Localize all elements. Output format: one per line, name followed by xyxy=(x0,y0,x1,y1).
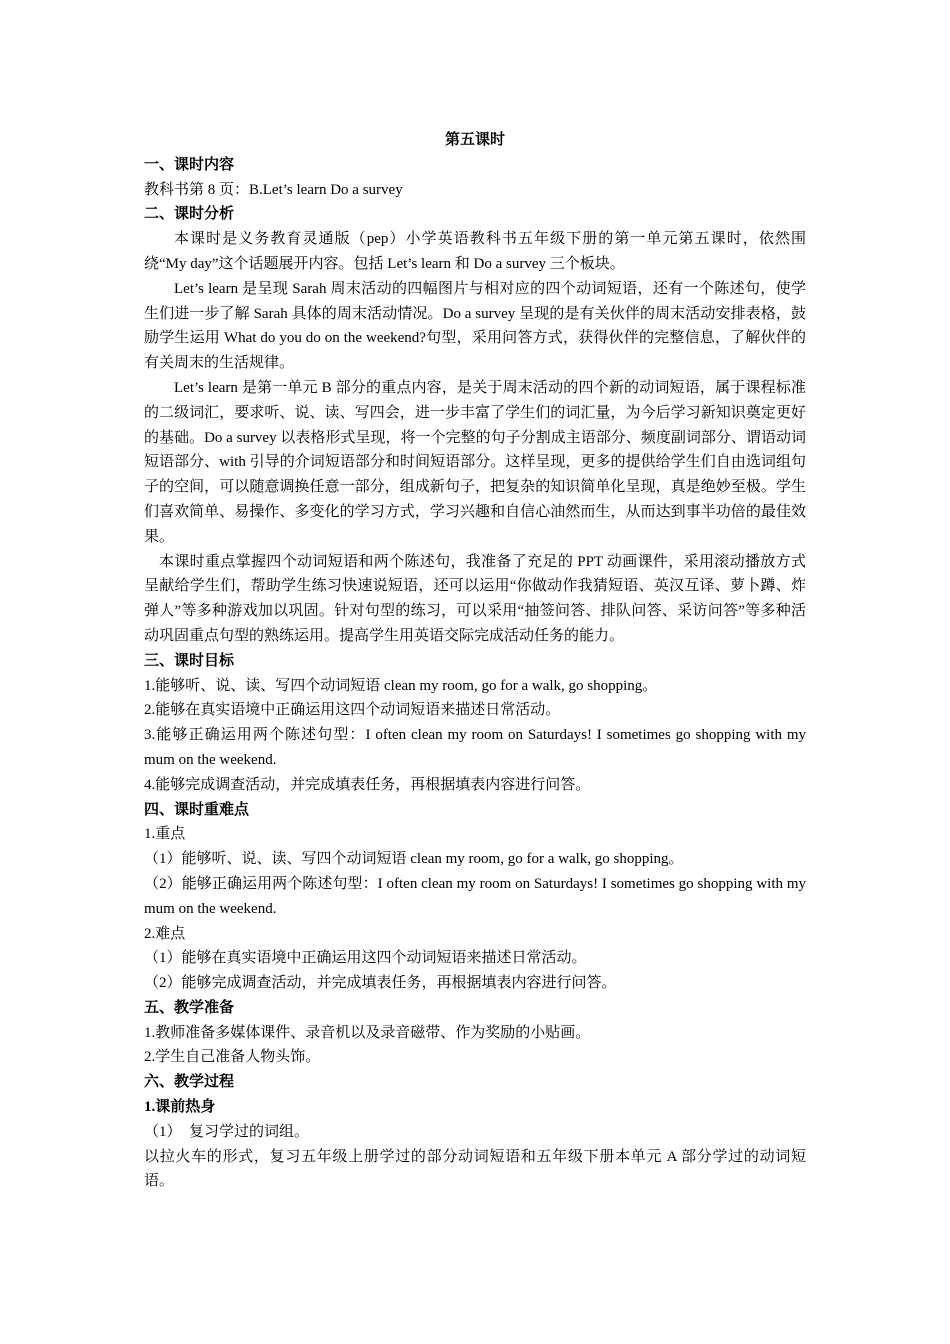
difficulty-item-2: （2）能够完成调查活动，并完成填表任务，再根据填表内容进行问答。 xyxy=(144,975,617,992)
analysis-paragraph-1: 本课时是义务教育灵通版（pep）小学英语教科书五年级下册的第一单元第五课时，依然围绕“My day”这个话题展开内容。包括 Let’s learn 和 Do a survey 三个板块。 xyxy=(144,231,806,272)
goal-item-4: 4.能够完成调查活动，并完成填表任务，再根据填表内容进行问答。 xyxy=(144,776,591,793)
key-point-label: 1.重点 xyxy=(144,826,186,843)
goal-item-1: 1.能够听、说、读、写四个动词短语 clean my room, go for a walk, go shopping。 xyxy=(144,677,658,694)
section-heading-process: 六、教学过程 xyxy=(144,1074,235,1091)
section-heading-preparation: 五、教学准备 xyxy=(144,999,235,1016)
section-heading-goals: 三、课时目标 xyxy=(144,652,235,669)
document-page xyxy=(144,124,806,1194)
analysis-paragraph-2: Let’s learn 是呈现 Sarah 周末活动的四幅图片与相对应的四个动词短语，还有一个陈述句，使学生们进一步了解 Sarah 具体的周末活动情况。Do a survey 呈现的是有关伙伴的周末活动安排表格，鼓励学生运用 What do you do on the weekend?句型，采用问答方式，获得伙伴的完整信息，了解伙伴的有关周末的生活规律。 xyxy=(144,280,806,372)
key-point-item-1: （1）能够听、说、读、写四个动词短语 clean my room, go for a walk, go shopping。 xyxy=(144,851,684,868)
process-subheading-warmup: 1.课前热身 xyxy=(144,1099,216,1116)
analysis-paragraph-4: 本课时重点掌握四个动词短语和两个陈述句，我准备了充足的 PPT 动画课件，采用滚动播放方式呈献给学生们，帮助学生练习快速说短语，还可以运用“你做动作我猜短语、英汉互译、萝卜蹲、炸弹人”等多种游戏加以巩固。针对句型的练习，可以采用“抽签问答、排队问答、采访问答”等多种活动巩固重点句型的熟练运用。提高学生用英语交际完成活动任务的能力。 xyxy=(144,553,806,644)
key-point-item-2: （2）能够正确运用两个陈述句型：I often clean my room on Saturdays! I sometimes go shopping with my mum on the weekend. xyxy=(144,875,806,917)
process-step-text: 以拉火车的形式，复习五年级上册学过的部分动词短语和五年级下册本单元 A 部分学过的动词短语。 xyxy=(144,1148,806,1190)
process-step-1: （1） 复习学过的词组。 xyxy=(144,1123,310,1140)
section-heading-key-points: 四、课时重难点 xyxy=(144,801,250,818)
section-heading-content: 一、课时内容 xyxy=(144,156,235,173)
content-text: 教科书第 8 页：B.Let’s learn Do a survey xyxy=(144,181,403,198)
difficulty-item-1: （1）能够在真实语境中正确运用这四个动词短语来描述日常活动。 xyxy=(144,950,587,967)
goal-item-2: 2.能够在真实语境中正确运用这四个动词短语来描述日常活动。 xyxy=(144,702,561,719)
preparation-item-1: 1.教师准备多媒体课件、录音机以及录音磁带、作为奖励的小贴画。 xyxy=(144,1024,591,1041)
goal-item-3: 3.能够正确运用两个陈述句型：I often clean my room on Saturdays! I sometimes go shopping with my mum on the weekend. xyxy=(144,727,806,768)
section-heading-analysis: 二、课时分析 xyxy=(144,206,235,223)
analysis-paragraph-3: Let’s learn 是第一单元 B 部分的重点内容，是关于周末活动的四个新的动词短语，属于课程标准的二级词汇，要求听、说、读、写四会，进一步丰富了学生们的词汇量，为今后学习新知识奠定更好的基础。Do a survey 以表格形式呈现，将一个完整的句子分割成主语部分、频度副词部分、谓语动词短语部分、with 引导的介词短语部分和时间短语部分。这样呈现，更多的提供给学生们自由选词组句子的空间，可以随意调换任意一部分，组成新句子，把复杂的知识简单化呈现，真是绝妙至极。学生们喜欢简单、易操作、多变化的学习方式，学习兴趣和自信心油然而生，从而达到事半功倍的最佳效果。 xyxy=(144,379,806,545)
preparation-item-2: 2.学生自己准备人物头饰。 xyxy=(144,1049,321,1066)
page-title: 第五课时 xyxy=(444,132,505,148)
difficulty-label: 2.难点 xyxy=(144,925,186,942)
